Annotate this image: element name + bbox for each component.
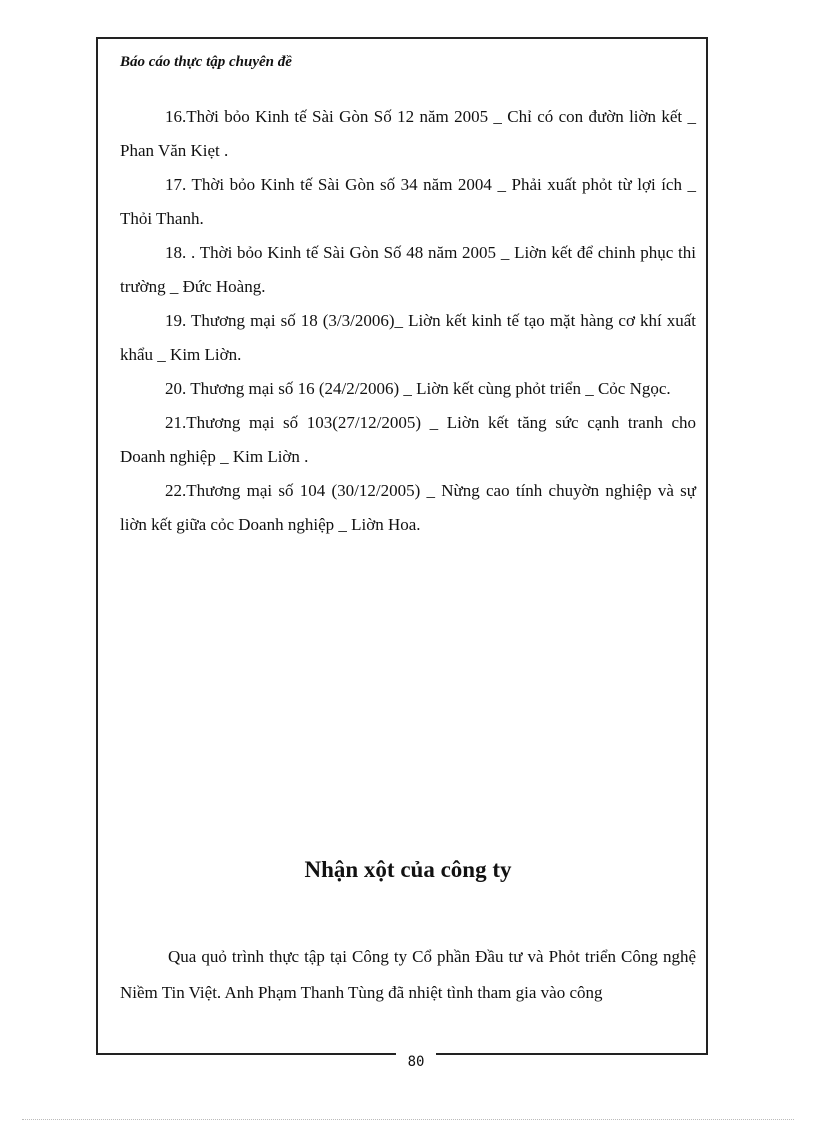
reference-item: 20. Thương mại số 16 (24/2/2006) _ Liờn kết cùng phỏt triển _ Cỏc Ngọc.: [165, 379, 671, 398]
page-border-right: [706, 37, 708, 1055]
page-number: 80: [396, 1051, 436, 1073]
reference-list: [120, 100, 696, 542]
reference-item: 19. Thương mại số 18 (3/3/2006)_ Liờn kết kinh tế tạo mặt hàng cơ khí xuất khẩu _ Kim Liờn.: [120, 311, 696, 364]
reference-item: 18. . Thời bỏo Kinh tế Sài Gòn Số 48 năm 2005 _ Liờn kết để chinh phục thi trường _ Đức Hoàng.: [120, 243, 696, 296]
page-border-top: [96, 37, 708, 39]
page-border-left: [96, 37, 98, 1055]
reference-item: 21.Thương mại số 103(27/12/2005) _ Liờn kết tăng sức cạnh tranh cho Doanh nghiệp _ Kim Liờn .: [120, 413, 696, 466]
reference-item: 22.Thương mại số 104 (30/12/2005) _ Nừng cao tính chuyờn nghiệp và sự liờn kết giữa cỏc Doanh nghiệp _ Liờn Hoa.: [120, 481, 696, 534]
section-title: Nhận xột của công ty: [304, 857, 512, 882]
reference-item: 17. Thời bỏo Kinh tế Sài Gòn số 34 năm 2004 _ Phải xuất phỏt từ lợi ích _ Thỏi Thanh.: [120, 175, 696, 228]
reference-item: 16.Thời bỏo Kinh tế Sài Gòn Số 12 năm 2005 _ Chỉ có con đườn liờn kết _ Phan Văn Kiẹt .: [120, 107, 696, 160]
running-header: Báo cáo thực tập chuyên đề: [120, 54, 292, 70]
body-paragraph: Qua quỏ trình thực tập tại Công ty Cổ phần Đầu tư và Phỏt triển Công nghệ Niềm Tin Việt. Anh Phạm Thanh Tùng đã nhiệt tình tham gia vào công: [120, 947, 696, 1002]
page-bottom-divider: [22, 1119, 794, 1120]
